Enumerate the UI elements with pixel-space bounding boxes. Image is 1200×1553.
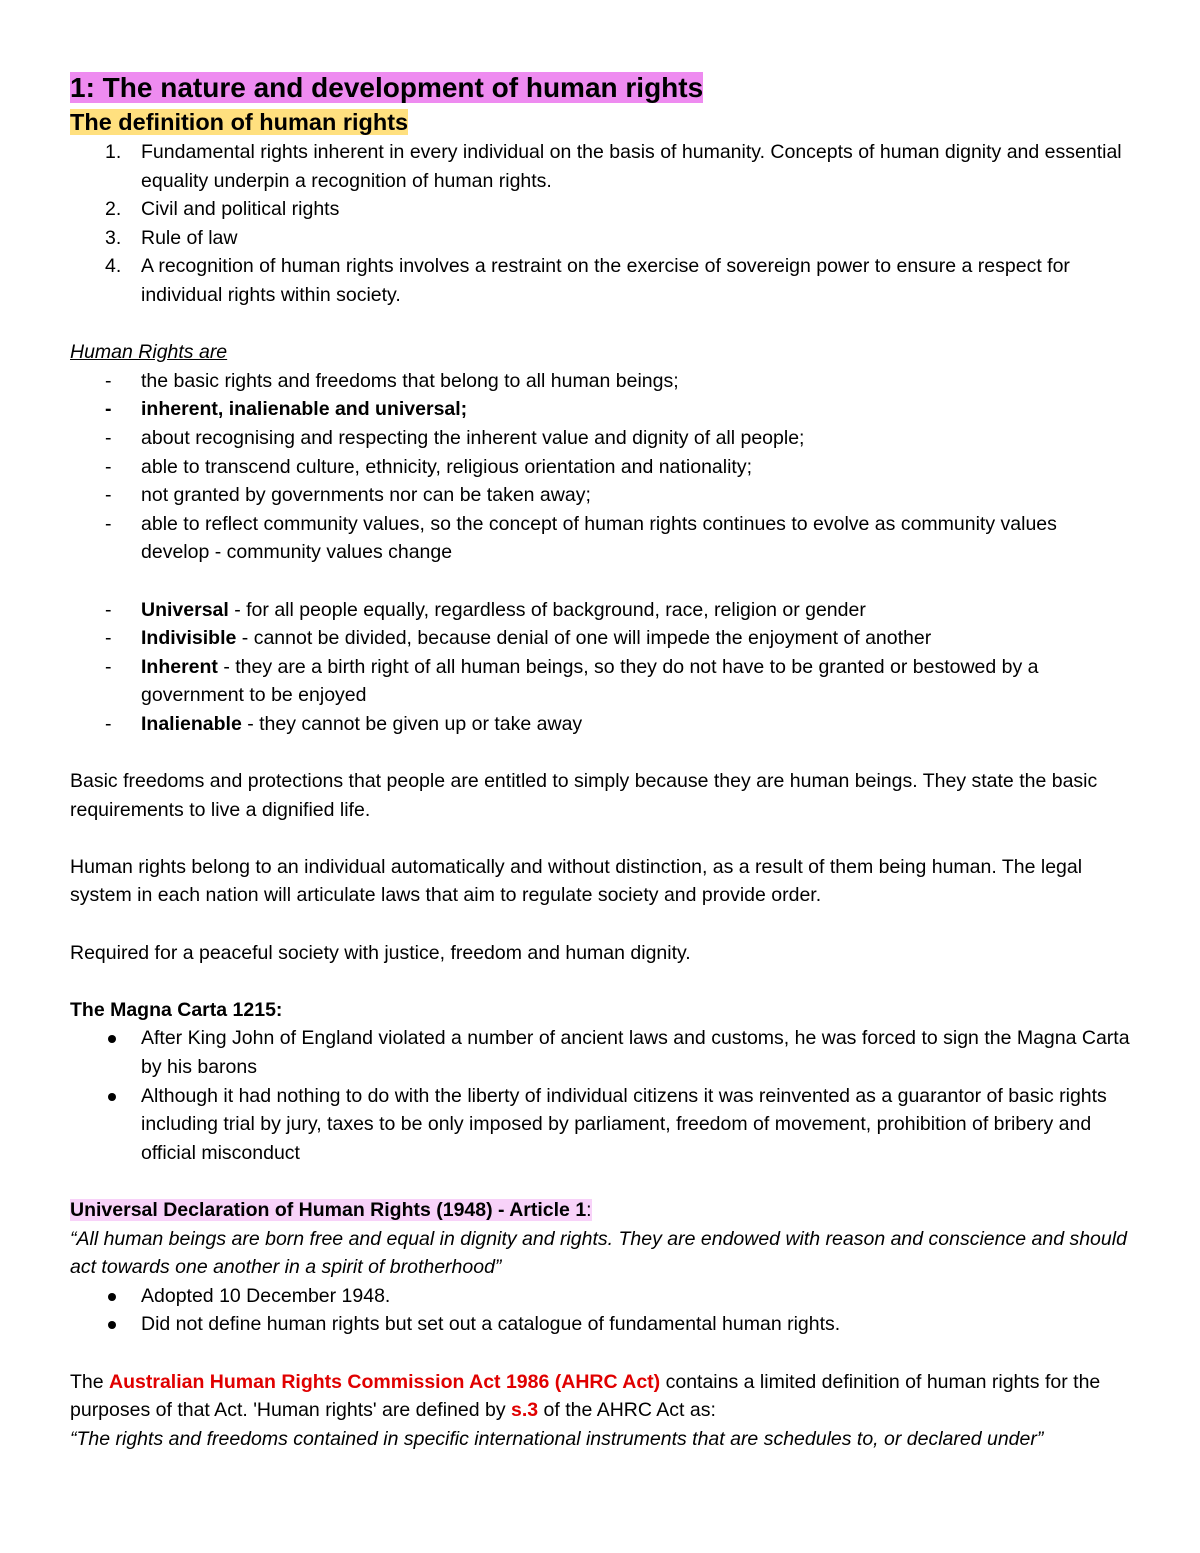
list-item: - the basic rights and freedoms that belong to all human beings; bbox=[105, 369, 679, 392]
list-item: 3. Rule of law bbox=[105, 226, 238, 249]
list-item: - Indivisible - cannot be divided, because denial of one will impede the enjoyment of another bbox=[105, 627, 932, 650]
list-item: - Inalienable - they cannot be given up or take away bbox=[105, 712, 583, 735]
udhr-quote: “All human beings are born free and equal in dignity and rights. They are endowed with reason and conscience and should act towards one another in a spirit of brotherhood” bbox=[70, 1227, 1127, 1279]
list-item: - Inherent - they are a birth right of all human beings, so they do not have to be granted or bestowed by a government to be enjoyed bbox=[105, 655, 1039, 707]
list-item: - about recognising and respecting the inherent value and dignity of all people; bbox=[105, 426, 805, 449]
spacer bbox=[70, 310, 1130, 339]
list-item: - inherent, inalienable and universal; bbox=[105, 398, 468, 421]
udhr-list bbox=[70, 1282, 1130, 1339]
list-item: 1. Fundamental rights inherent in every individual on the basis of humanity. Concepts of human dignity and essential equality underpin a recognition of human rights. bbox=[105, 141, 1122, 192]
spacer bbox=[70, 1167, 1130, 1196]
list-item: Although it had nothing to do with the liberty of individual citizens it was reinvented as a guarantor of basic rights including trial by jury, taxes to be only imposed by parliament, freedom of movement, prohibition of bribery and official misconduct bbox=[70, 1082, 1130, 1168]
page-title: 1: The nature and development of human rights bbox=[70, 72, 704, 103]
list-item: After King John of England violated a number of ancient laws and customs, he was forced to sign the Magna Carta by his barons bbox=[70, 1024, 1130, 1081]
magna-carta-list bbox=[70, 1024, 1130, 1167]
ahrc-quote: “The rights and freedoms contained in specific international instruments that are schedules to, or declared under” bbox=[70, 1427, 1044, 1450]
bullet-icon bbox=[108, 1035, 116, 1043]
rights-are-label: Human Rights are bbox=[70, 341, 228, 364]
spacer bbox=[70, 910, 1130, 939]
list-item: 2. Civil and political rights bbox=[105, 198, 340, 221]
document-content bbox=[70, 70, 1130, 1453]
paragraph: Basic freedoms and protections that people are entitled to simply because they are human beings. They state the basic requirements to live a dignified life. bbox=[70, 770, 1098, 821]
list-item: - Universal - for all people equally, regardless of background, race, religion or gender bbox=[105, 598, 866, 621]
characteristics-list bbox=[70, 596, 1130, 739]
ahrc-paragraph: The Australian Human Rights Commission Act 1986 (AHRC Act) contains a limited definition of human rights for the purposes of that Act. 'Human rights' are defined by s.3 of the AHRC Act as: bbox=[70, 1370, 1101, 1422]
spacer bbox=[70, 1339, 1130, 1368]
magna-carta-heading: The Magna Carta 1215: bbox=[70, 998, 283, 1021]
list-item: - able to reflect community values, so the concept of human rights continues to evolve as community values develop - community values change bbox=[105, 512, 1057, 564]
bullet-icon bbox=[108, 1093, 116, 1101]
bullet-icon bbox=[108, 1293, 116, 1301]
spacer bbox=[70, 738, 1130, 767]
list-item: - able to transcend culture, ethnicity, religious orientation and nationality; bbox=[105, 455, 753, 478]
spacer bbox=[70, 967, 1130, 996]
list-item: 4. A recognition of human rights involves a restraint on the exercise of sovereign power to ensure a respect for individual rights within society. bbox=[105, 255, 1070, 306]
list-item: Adopted 10 December 1948. bbox=[70, 1282, 1130, 1311]
udhr-heading: Universal Declaration of Human Rights (1948) - Article 1: bbox=[70, 1198, 592, 1221]
definition-heading: The definition of human rights bbox=[70, 109, 409, 135]
ahrc-act-name: Australian Human Rights Commission Act 1986 (AHRC Act) bbox=[109, 1370, 661, 1393]
list-item: Did not define human rights but set out a catalogue of fundamental human rights. bbox=[70, 1310, 1130, 1339]
spacer bbox=[70, 567, 1130, 596]
definition-list bbox=[70, 138, 1130, 310]
paragraph: Required for a peaceful society with justice, freedom and human dignity. bbox=[70, 941, 691, 964]
rights-are-list bbox=[70, 367, 1130, 567]
paragraph: Human rights belong to an individual automatically and without distinction, as a result of them being human. The legal system in each nation will articulate laws that aim to regulate society and provide order. bbox=[70, 855, 1083, 907]
list-item: - not granted by governments nor can be taken away; bbox=[105, 484, 591, 507]
spacer bbox=[70, 824, 1130, 853]
bullet-icon bbox=[108, 1321, 116, 1329]
section-ref: s.3 bbox=[511, 1399, 539, 1422]
